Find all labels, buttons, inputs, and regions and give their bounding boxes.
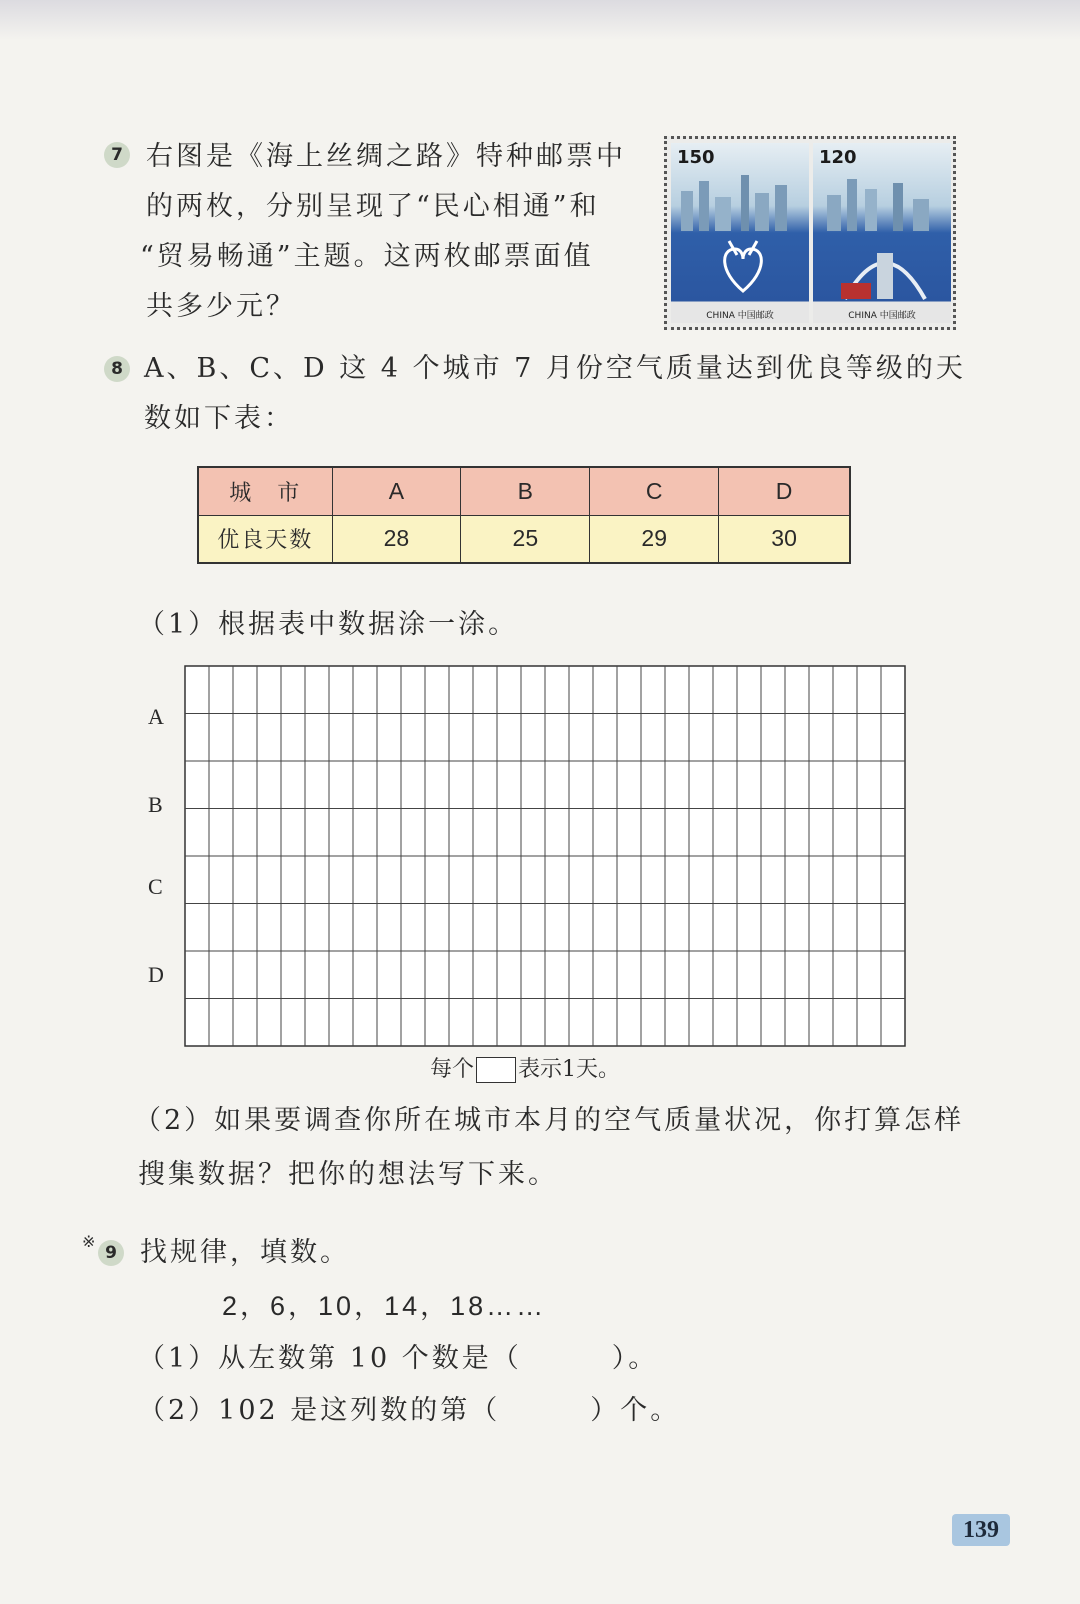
q8-part-2-line-2: 搜集数据？把你的想法写下来。 — [138, 1159, 558, 1190]
stamp-left — [671, 143, 809, 323]
grid-label-c: C — [148, 874, 163, 899]
table-days-a: 28 — [332, 515, 461, 563]
heart-hands-graphic — [715, 235, 771, 295]
arch-and-truck-graphic — [837, 233, 933, 303]
table-city-c: C — [590, 467, 719, 515]
grid-label-d: D — [148, 962, 164, 987]
question-9-number: 9 — [98, 1240, 124, 1266]
grid-label-b: B — [148, 792, 163, 817]
table-days-c: 29 — [590, 515, 719, 563]
page-top-shadow — [0, 0, 1080, 40]
legend-prefix: 每个 — [430, 1057, 475, 1082]
question-7-number: 7 — [104, 142, 130, 168]
silk-road-stamps-image — [664, 136, 956, 330]
port-skyline-graphic — [813, 171, 951, 231]
table-days-d: 30 — [719, 515, 850, 563]
q7-line-1: 右图是《海上丝绸之路》特种邮票中 — [146, 141, 626, 172]
page-number: 139 — [952, 1514, 1010, 1546]
legend-cell-box — [476, 1057, 516, 1083]
stamp-right — [813, 143, 951, 323]
q9-title: 找规律，填数。 — [140, 1237, 350, 1268]
question-8-number: 8 — [104, 356, 130, 382]
q7-line-3: “贸易畅通”主题。这两枚邮票面值 — [140, 241, 594, 272]
q9-part-2[interactable]: （2）102 是这列数的第（ ）个。 — [138, 1395, 681, 1426]
q8-part-2-line-1: （2）如果要调查你所在城市本月的空气质量状况，你打算怎样 — [134, 1105, 965, 1136]
grid-label-a: A — [148, 704, 164, 729]
stamp-right-label: CHINA 中国邮政 — [848, 311, 916, 321]
table-city-a: A — [332, 467, 461, 515]
stamp-right-value: 120 — [819, 147, 857, 168]
optional-mark: ※ — [82, 1232, 96, 1251]
grid-legend — [430, 1052, 620, 1083]
q8-line-1: A、B、C、D 这 4 个城市 7 月份空气质量达到优良等级的天 — [144, 353, 966, 384]
table-city-d: D — [719, 467, 850, 515]
legend-suffix: 表示1天。 — [518, 1057, 621, 1082]
q9-sequence: 2，6，10，14，18…… — [222, 1291, 547, 1321]
stamp-left-value: 150 — [677, 147, 715, 168]
q8-part-1: （1）根据表中数据涂一涂。 — [138, 609, 519, 640]
stamp-left-label: CHINA 中国邮政 — [706, 311, 774, 321]
table-header-label: 城 市 — [198, 467, 332, 515]
air-quality-table — [197, 466, 851, 564]
q7-line-2: 的两枚，分别呈现了“民心相通”和 — [146, 191, 600, 222]
coloring-grid[interactable] — [183, 664, 907, 1048]
table-days-b: 25 — [461, 515, 590, 563]
city-skyline-graphic — [671, 171, 809, 231]
table-header-row — [198, 467, 850, 515]
table-city-b: B — [461, 467, 590, 515]
q8-line-2: 数如下表： — [144, 403, 294, 434]
q7-line-4: 共多少元？ — [146, 291, 296, 322]
q9-part-1[interactable]: （1）从左数第 10 个数是（ ）。 — [138, 1343, 659, 1374]
table-row-label: 优良天数 — [198, 515, 332, 563]
table-days-row — [198, 515, 850, 563]
